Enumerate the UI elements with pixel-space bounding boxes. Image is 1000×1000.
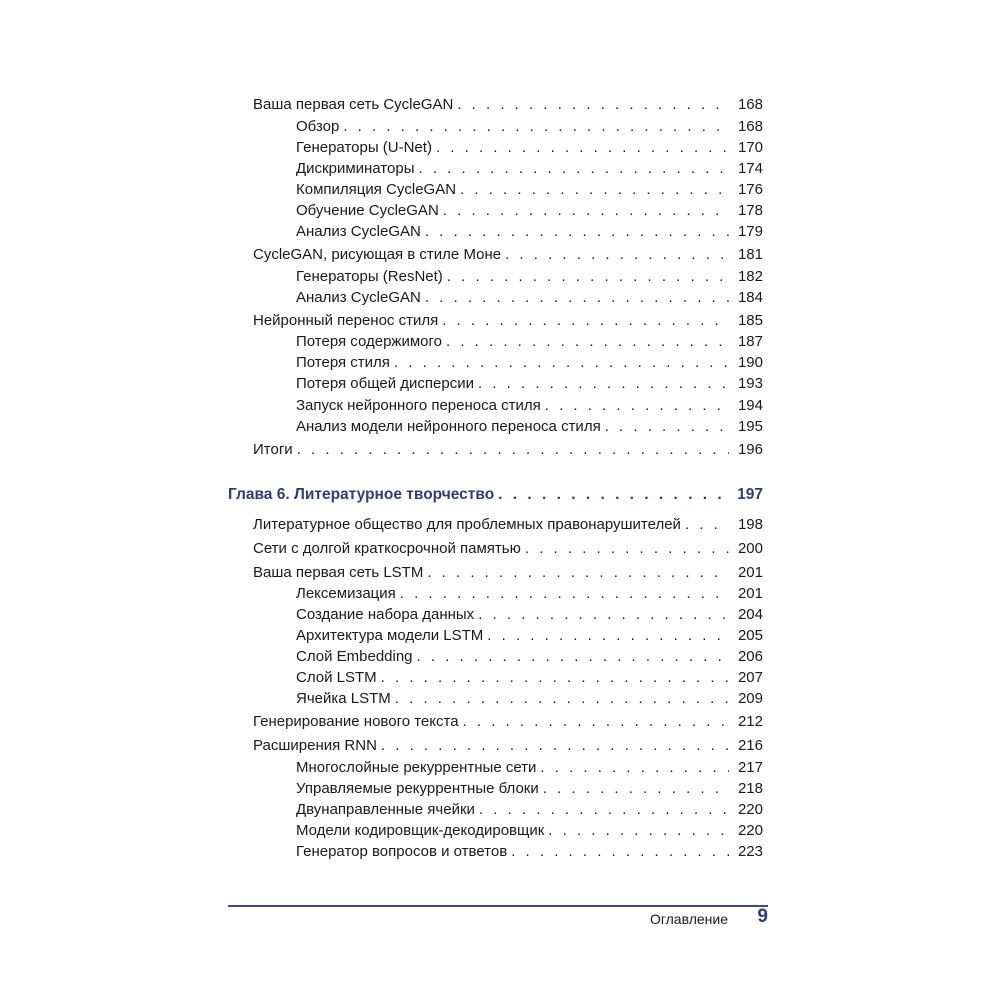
toc-entry-title: Модели кодировщик-декодировщик (296, 822, 545, 839)
toc-entry-title: Компиляция CycleGAN (296, 181, 457, 198)
toc-entry-page: 204 (737, 606, 763, 623)
dot-leader (446, 333, 729, 351)
dot-leader (511, 843, 729, 861)
toc-entry-page: 206 (737, 648, 763, 665)
toc-entry-page: 223 (737, 843, 763, 860)
toc-entry-page: 168 (737, 118, 763, 135)
dot-leader (685, 516, 729, 534)
dot-leader (343, 118, 729, 136)
toc-subentry (296, 118, 763, 136)
dot-leader (427, 564, 729, 582)
toc-entry-page: 170 (737, 139, 763, 156)
toc-subentry (296, 669, 763, 687)
toc-subentry (296, 690, 763, 708)
toc-subentry (296, 585, 763, 603)
toc-entry-page: 205 (737, 627, 763, 644)
toc-entry-page: 194 (737, 397, 763, 414)
dot-leader (400, 585, 729, 603)
dot-leader (478, 606, 729, 624)
toc-entry-title: Обучение CycleGAN (296, 202, 439, 219)
toc-entry-title: Генераторы (U-Net) (296, 139, 432, 156)
toc-entry-page: 198 (737, 516, 763, 533)
toc-subentry (296, 780, 763, 798)
toc-entry-page: 200 (737, 540, 763, 557)
dot-leader (505, 246, 729, 264)
toc-entry-page: 179 (737, 223, 763, 240)
dot-leader (442, 312, 729, 330)
toc-entry-title: Генераторы (ResNet) (296, 268, 443, 285)
dot-leader (498, 486, 725, 504)
toc-entry-page: 176 (737, 181, 763, 198)
toc-entry-page: 218 (737, 780, 763, 797)
toc-subentry (296, 354, 763, 372)
toc-subentry (296, 202, 763, 220)
toc-entry-title: Итоги (253, 441, 293, 458)
toc-entry-page: 193 (737, 375, 763, 392)
toc-entry-title: Лексемизация (296, 585, 396, 602)
toc-entry-page: 220 (737, 801, 763, 818)
toc-entry-page: 182 (737, 268, 763, 285)
toc-entry (253, 737, 763, 755)
footer-section-label: Оглавление (649, 911, 728, 927)
footer-page-number: 9 (757, 906, 768, 927)
toc-entry-page: 168 (737, 96, 763, 113)
toc-entry-page: 217 (737, 759, 763, 776)
toc-entry-page: 196 (737, 441, 763, 458)
toc-entry-page: 190 (737, 354, 763, 371)
dot-leader (425, 289, 729, 307)
toc-entry-title: Сети с долгой краткосрочной памятью (253, 540, 521, 557)
toc-subentry (296, 627, 763, 645)
toc-subentry (296, 822, 763, 840)
toc-entry-title: Ваша первая сеть CycleGAN (253, 96, 454, 113)
toc-entry (253, 441, 763, 459)
toc-subentry (296, 181, 763, 199)
toc-subentry (296, 268, 763, 286)
toc-entry-title: Потеря содержимого (296, 333, 442, 350)
dot-leader (457, 96, 729, 114)
toc-entry-title: Двунаправленные ячейки (296, 801, 475, 818)
footer-divider (228, 905, 768, 907)
toc-subentry (296, 289, 763, 307)
dot-leader (540, 759, 729, 777)
toc-entry-title: Литературное общество для проблемных правонарушителей (253, 516, 681, 533)
dot-leader (463, 713, 729, 731)
dot-leader (543, 780, 729, 798)
dot-leader (479, 801, 729, 819)
toc-entry-title: Расширения RNN (253, 737, 377, 754)
toc-entry-title: Потеря общей дисперсии (296, 375, 474, 392)
dot-leader (443, 202, 729, 220)
toc-entry-title: Запуск нейронного переноса стиля (296, 397, 541, 414)
toc-entry-page: 187 (737, 333, 763, 350)
dot-leader (381, 737, 729, 755)
toc-entry (253, 246, 763, 264)
dot-leader (548, 822, 729, 840)
toc-entry-title: Обзор (296, 118, 340, 135)
toc-chapter-heading (228, 486, 763, 504)
toc-subentry (296, 333, 763, 351)
toc-chapter-page: 197 (737, 486, 763, 503)
toc-subentry (296, 397, 763, 415)
toc-entry-title: Многослойные рекуррентные сети (296, 759, 537, 776)
toc-entry-title: Слой LSTM (296, 669, 377, 686)
toc-entry-title: Ячейка LSTM (296, 690, 391, 707)
toc-entry (253, 312, 763, 330)
dot-leader (525, 540, 729, 558)
toc-subentry (296, 801, 763, 819)
toc-entry-page: 181 (737, 246, 763, 263)
toc-entry-page: 185 (737, 312, 763, 329)
dot-leader (297, 441, 729, 459)
toc-subentry (296, 223, 763, 241)
toc-entry-page: 212 (737, 713, 763, 730)
dot-leader (436, 139, 729, 157)
toc-entry-page: 174 (737, 160, 763, 177)
toc-entry-title: Ваша первая сеть LSTM (253, 564, 424, 581)
dot-leader (605, 418, 729, 436)
toc-entry-title: Анализ CycleGAN (296, 289, 421, 306)
toc-subentry (296, 375, 763, 393)
dot-leader (381, 669, 729, 687)
toc-subentry (296, 648, 763, 666)
dot-leader (545, 397, 729, 415)
dot-leader (447, 268, 729, 286)
toc-entry-page: 195 (737, 418, 763, 435)
toc-entry-page: 178 (737, 202, 763, 219)
toc-subentry (296, 139, 763, 157)
toc-entry-title: CycleGAN, рисующая в стиле Моне (253, 246, 502, 263)
toc-entry-page: 207 (737, 669, 763, 686)
toc-subentry (296, 759, 763, 777)
toc-entry (253, 540, 763, 558)
toc-entry (253, 713, 763, 731)
toc-entry-page: 201 (737, 564, 763, 581)
toc-subentry (296, 606, 763, 624)
toc-entry-page: 184 (737, 289, 763, 306)
dot-leader (395, 690, 729, 708)
dot-leader (418, 160, 729, 178)
toc-entry-title: Слой Embedding (296, 648, 413, 665)
toc-entry-title: Генератор вопросов и ответов (296, 843, 508, 860)
toc-subentry (296, 160, 763, 178)
toc-entry-title: Дискриминаторы (296, 160, 415, 177)
toc-entry-title: Анализ CycleGAN (296, 223, 421, 240)
dot-leader (478, 375, 729, 393)
toc-entry-title: Создание набора данных (296, 606, 475, 623)
dot-leader (425, 223, 729, 241)
toc-subentry (296, 418, 763, 436)
toc-entry-page: 209 (737, 690, 763, 707)
toc-entry-page: 216 (737, 737, 763, 754)
toc-subentry (296, 843, 763, 861)
dot-leader (460, 181, 729, 199)
dot-leader (394, 354, 729, 372)
toc-entry-title: Управляемые рекуррентные блоки (296, 780, 539, 797)
toc-chapter-title: Глава 6. Литературное творчество (228, 486, 495, 503)
dot-leader (487, 627, 729, 645)
toc-entry (253, 96, 763, 114)
toc-entry (253, 516, 763, 534)
toc-entry-title: Генерирование нового текста (253, 713, 459, 730)
toc-entry-title: Потеря стиля (296, 354, 390, 371)
toc-entry-title: Нейронный перенос стиля (253, 312, 439, 329)
toc-entry-page: 220 (737, 822, 763, 839)
toc-entry-title: Анализ модели нейронного переноса стиля (296, 418, 601, 435)
toc-entry-page: 201 (737, 585, 763, 602)
dot-leader (417, 648, 729, 666)
toc-entry-title: Архитектура модели LSTM (296, 627, 484, 644)
toc-entry (253, 564, 763, 582)
